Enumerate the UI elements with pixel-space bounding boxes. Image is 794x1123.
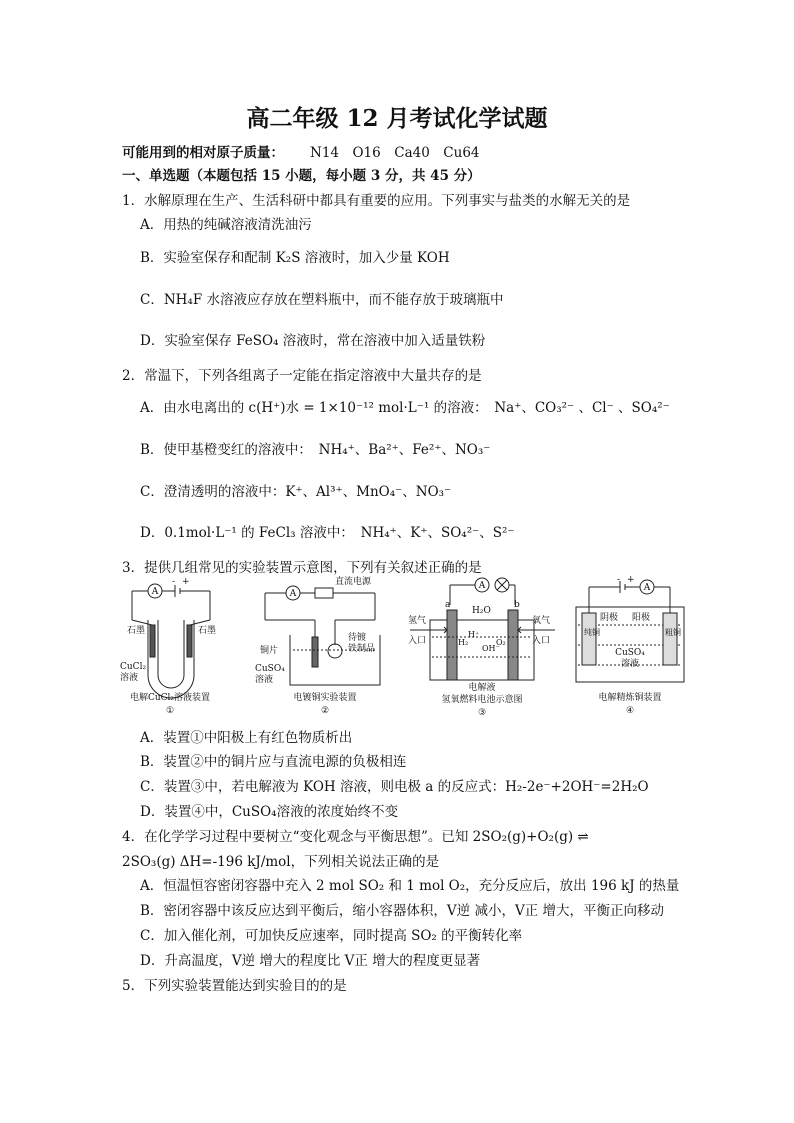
d4-ammeter-label: A [643,583,651,593]
question-3-option-c: C．装置③中，若电解液为 KOH 溶液，则电极 a 的反应式：H₂-2e⁻+2OH⁻=2H₂O [140,779,649,795]
d2-solution-label-2: 溶液 [255,675,274,685]
question-4-stem: 4．在化学学习过程中要树立“变化观念与平衡思想”。已知 2SO₂(g)+O₂(g) ⇌ [122,829,589,845]
atomic-mass-label: 可能用到的相对原子质量： [122,145,284,161]
question-4-option-b: B．密闭容器中该反应达到平衡后，缩小容器体积，V逆 减小，V正 增大，平衡正向移动 [140,903,665,919]
d3-h2-label: H₂ [458,638,469,647]
question-2-option-c: C．澄清透明的溶液中：K⁺、Al³⁺、MnO₄⁻、NO₃⁻ [140,484,452,500]
d4-caption: 电解精炼铜装置 [598,693,662,703]
d4-solution-label-1: CuSO₄ [615,648,645,658]
question-5-stem: 5．下列实验装置能达到实验目的的是 [122,978,347,994]
question-1-option-b: B．实验室保存和配制 K₂S 溶液时，加入少量 KOH [140,250,450,266]
d4-left-metal-label: 纯铜 [584,628,600,637]
question-1-option-c: C．NH₄F 水溶液应存放在塑料瓶中，而不能存放于玻璃瓶中 [140,292,504,308]
d3-o2-label: O₂ [496,638,506,647]
d1-left-electrode-label: 石墨 [127,626,146,636]
question-2-option-a: A．由水电离出的 c(H⁺)水 = 1×10⁻¹² mol·L⁻¹ 的溶液： Na⁺、CO₃²⁻ 、Cl⁻ 、SO₄²⁻ [140,400,670,416]
d2-solution-label-1: CuSO₄ [255,664,285,674]
question-3-option-b: B．装置②中的铜片应与直流电源的负极相连 [140,754,407,770]
d3-right-inlet-2: 入口 [532,636,551,646]
d3-ammeter-label: A [478,581,486,591]
d3-left-inlet-1: 氢气 [408,616,427,626]
atomic-mass-values: N14 O16 Ca40 Cu64 [310,145,480,161]
d1-plus-label: + [182,577,190,587]
d4-minus-label: - [617,575,621,585]
question-4-option-a: A．恒温恒容密闭容器中充入 2 mol SO₂ 和 1 mol O₂，充分反应后，放出 196 kJ 的热量 [140,878,680,894]
question-1-stem: 1．水解原理在生产、生活科研中都具有重要的应用。下列事实与盐类的水解无关的是 [122,193,631,209]
d4-cathode-label: 阴极 [600,613,619,623]
d2-right-label-1: 待镀 [348,633,367,643]
question-4-option-c: C．加入催化剂，可加快反应速率，同时提高 SO₂ 的平衡转化率 [140,928,523,944]
question-4-option-d: D．升高温度，V逆 增大的程度比 V正 增大的程度更显著 [140,953,481,969]
question-3-option-a: A．装置①中阳极上有红色物质析出 [140,730,353,746]
d4-number: ④ [625,706,635,716]
d2-right-label-2: 铁制品 [348,644,376,654]
fuel-cell-diagram [410,578,555,680]
question-2-option-d: D．0.1mol·L⁻¹ 的 FeCl₃ 溶液中： NH₄⁺、K⁺、SO₄²⁻、S²⁻ [140,525,515,541]
d4-plus-label: + [627,575,635,585]
question-2-option-b: B．使甲基橙变红的溶液中： NH₄⁺、Ba²⁺、Fe²⁺、NO₃⁻ [140,442,491,458]
d3-a-label: a [445,600,451,610]
page-title: 高二年级 12 月考试化学试题 [246,105,548,132]
d2-ammeter-label: A [289,589,297,599]
question-3-option-d: D．装置④中，CuSO₄溶液的浓度始终不变 [140,804,399,820]
question-1-option-a: A．用热的纯碱溶液清洗油污 [140,217,312,233]
d4-anode-label: 阳极 [632,613,651,623]
d4-right-metal-label: 粗铜 [665,628,681,637]
question-1-option-d: D．实验室保存 FeSO₄ 溶液时，常在溶液中加入适量铁粉 [140,333,486,349]
d3-b-label: b [514,600,520,610]
section-heading: 一、单选题（本题包括 15 小题，每小题 3 分，共 45 分） [122,168,481,184]
d1-ammeter-label: A [151,587,159,597]
d2-number: ② [320,706,330,716]
question-4-stem-continued: 2SO₃(g) ΔH=-196 kJ/mol，下列相关说法正确的是 [122,854,440,870]
question-3-stem: 3．提供几组常见的实验装置示意图，下列有关叙述正确的是 [122,560,482,576]
d1-number: ① [165,706,175,716]
d2-caption: 电镀铜实验装置 [293,693,357,703]
d3-right-inlet-1: 氧气 [532,616,551,626]
d3-caption: 氢氧燃料电池示意图 [441,695,523,705]
d1-solution-label-1: CuCl₂ [120,662,147,672]
d3-h-ion-label: H⁺ [468,630,480,639]
d2-left-label: 铜片 [260,646,279,656]
experiment-apparatus-figure [110,575,690,725]
d1-solution-label-2: 溶液 [120,673,139,683]
d3-electrolyte-label: 电解液 [468,683,496,693]
electrolysis-cucl2-diagram [132,584,210,698]
d1-caption: 电解CuCl₂溶液装置 [129,693,211,703]
d3-oh-ion-label: OH⁻ [482,644,500,653]
question-2-stem: 2．常温下，下列各组离子一定能在指定溶液中大量共存的是 [122,368,482,384]
d1-minus-label: - [172,577,176,587]
d4-solution-label-2: 溶液 [620,659,640,669]
d2-power-label: 直流电源 [335,577,372,587]
d1-right-electrode-label: 石墨 [198,626,217,636]
d3-water-label: H₂O [472,606,491,616]
d3-left-inlet-2: 入口 [408,636,427,646]
d3-number: ③ [477,708,487,718]
